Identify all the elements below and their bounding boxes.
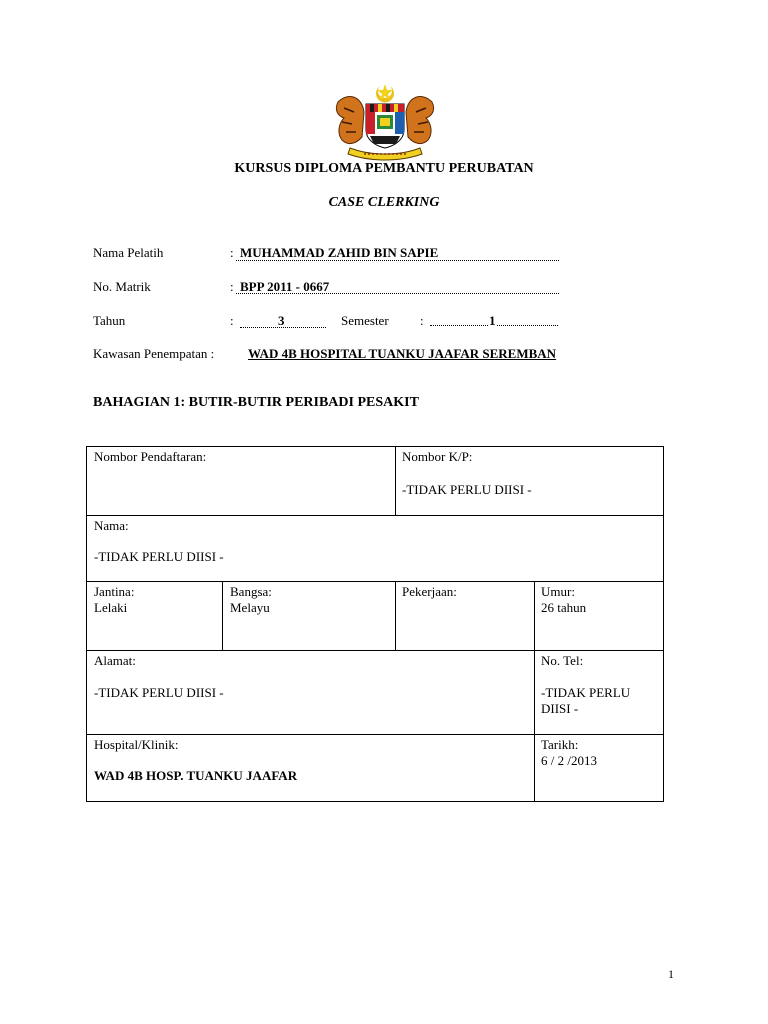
patient-name-value: -TIDAK PERLU DIISI - <box>94 549 224 564</box>
patient-name-cell <box>86 515 664 582</box>
matric-value: BPP 2011 - 0667 <box>240 279 330 294</box>
occupation-cell <box>395 581 535 651</box>
year-value: 3 <box>278 313 285 328</box>
placement-row <box>93 346 633 364</box>
address-value: -TIDAK PERLU DIISI - <box>94 685 224 700</box>
underline <box>236 260 559 261</box>
course-title: KURSUS DIPLOMA PEMBANTU PERUBATAN <box>234 161 534 176</box>
phone-value-line-1: -TIDAK PERLU <box>541 685 631 700</box>
race-cell <box>222 581 396 651</box>
race-label: Bangsa: <box>230 584 272 599</box>
student-name-row <box>93 245 563 263</box>
phone-value-line-2: DIISI - <box>541 701 579 716</box>
colon: : <box>230 279 234 294</box>
gender-value: Lelaki <box>94 600 128 615</box>
date-cell <box>534 734 664 802</box>
student-name-value: MUHAMMAD ZAHID BIN SAPIE <box>240 245 439 260</box>
colon: : <box>230 245 234 260</box>
semester-value: 1 <box>489 313 496 328</box>
semester-label: Semester <box>341 313 389 328</box>
colon: : <box>420 313 424 328</box>
date-label: Tarikh: <box>541 737 579 752</box>
registration-number-cell <box>86 446 396 516</box>
page-number: 1 <box>668 967 674 981</box>
placement-value: WAD 4B HOSPITAL TUANKU JAAFAR SEREMBAN <box>248 346 557 361</box>
date-value: 6 / 2 /2013 <box>541 753 597 768</box>
colon: : <box>230 313 234 328</box>
hospital-value: WAD 4B HOSP. TUANKU JAAFAR <box>94 768 298 783</box>
hospital-label: Hospital/Klinik: <box>94 737 179 752</box>
address-label: Alamat: <box>94 653 136 668</box>
coat-of-arms-icon <box>330 82 440 164</box>
year-row <box>93 313 573 331</box>
ic-number-value: -TIDAK PERLU DIISI - <box>402 482 532 497</box>
matric-label: No. Matrik <box>93 279 151 294</box>
ic-number-label: Nombor K/P: <box>402 449 473 464</box>
section-1-title: BAHAGIAN 1: BUTIR-BUTIR PERIBADI PESAKIT <box>93 395 419 410</box>
registration-number-label: Nombor Pendaftaran: <box>94 449 207 464</box>
address-cell <box>86 650 535 735</box>
matric-row <box>93 279 563 297</box>
year-label: Tahun <box>93 313 126 328</box>
document-title: CASE CLERKING <box>328 195 440 210</box>
gender-label: Jantina: <box>94 584 135 599</box>
underline <box>236 293 559 294</box>
ic-number-cell <box>395 446 664 516</box>
gender-cell <box>86 581 223 651</box>
phone-label: No. Tel: <box>541 653 584 668</box>
phone-cell <box>534 650 664 735</box>
hospital-cell <box>86 734 535 802</box>
age-cell <box>534 581 664 651</box>
occupation-label: Pekerjaan: <box>402 584 457 599</box>
age-label: Umur: <box>541 584 575 599</box>
student-name-label: Nama Pelatih <box>93 245 164 260</box>
patient-name-label: Nama: <box>94 518 129 533</box>
age-value: 26 tahun <box>541 600 587 615</box>
placement-label: Kawasan Penempatan : <box>93 346 215 361</box>
race-value: Melayu <box>230 600 270 615</box>
